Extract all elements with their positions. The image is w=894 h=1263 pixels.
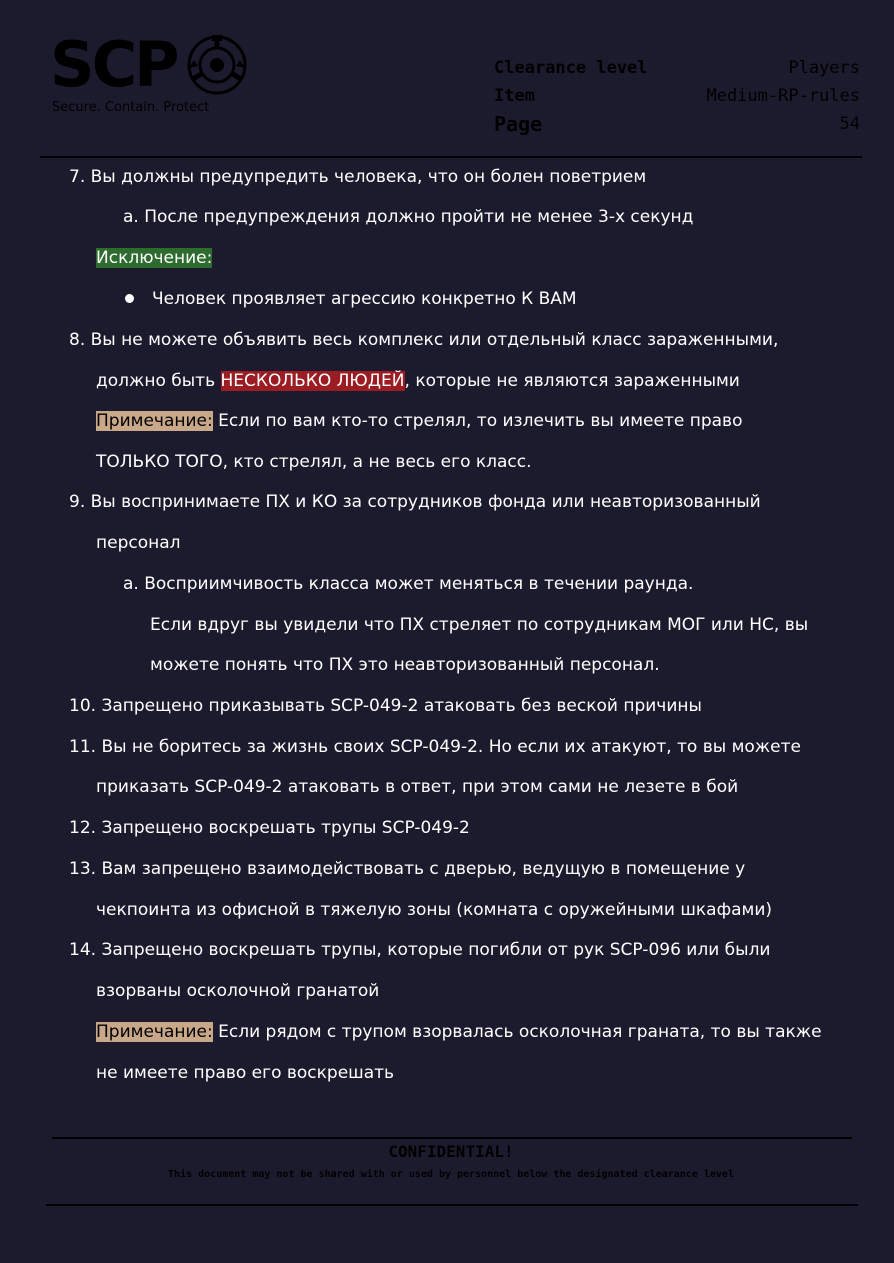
rule-8-cont	[96, 369, 740, 393]
rule-10: 10. Запрещено приказывать SCP-049-2 атаковать без веской причины	[69, 696, 702, 716]
item-row	[494, 82, 860, 110]
document-header	[0, 0, 894, 160]
header-divider	[40, 156, 862, 158]
rule-12: 12. Запрещено воскрешать трупы SCP-049-2	[69, 818, 470, 838]
scp-emblem-icon	[184, 32, 250, 98]
rule-14: 14. Запрещено воскрешать трупы, которые погибли от рук SCP-096 или были	[69, 940, 771, 960]
logo-tagline: Secure. Contain. Protect	[52, 100, 210, 115]
rule-13-cont: чекпоинта из офисной в тяжелую зоны (комната с оружейными шкафами)	[96, 900, 773, 920]
note-2-text: Если рядом с трупом взорвалась осколочная граната, то вы также	[212, 1022, 822, 1042]
rule-9a: a. Восприимчивость класса может меняться в течении раунда.	[123, 574, 694, 594]
rule-11: 11. Вы не боритесь за жизнь своих SCP-049-2. Но если их атакуют, то вы можете	[69, 737, 801, 757]
rule-8-cont-b: , которые не являются зараженными	[404, 371, 740, 391]
page-key: Page	[494, 112, 543, 136]
note-1-cont: ТОЛЬКО ТОГО, кто стрелял, а не весь его класс.	[96, 452, 532, 472]
page-row	[494, 110, 860, 138]
rule-8: 8. Вы не можете объявить весь комплекс или отдельный класс зараженными,	[69, 330, 779, 350]
rule-7: 7. Вы должны предупредить человека, что он болен поветрием	[69, 167, 647, 187]
several-people-highlight: НЕСКОЛЬКО ЛЮДЕЙ	[220, 371, 405, 391]
exception-item	[125, 287, 577, 311]
note-1-label: Примечание:	[96, 411, 213, 431]
page-number: 54	[839, 114, 860, 134]
exception-label	[96, 246, 212, 270]
note-2-label: Примечание:	[96, 1022, 213, 1042]
rule-9a-cont-2: можете понять что ПХ это неавторизованный персонал.	[150, 655, 660, 675]
exception-text: Человек проявляет агрессию конкретно К ВАМ	[152, 289, 577, 309]
rule-9: 9. Вы воспринимаете ПХ и КО за сотрудников фонда или неавторизованный	[69, 492, 761, 512]
scp-logo	[50, 30, 260, 120]
logo-text: SCP	[50, 28, 177, 101]
confidential-note: This document may not be shared with or used by personnel below the designated clearance level	[168, 1169, 734, 1180]
rule-9a-cont-1: Если вдруг вы увидели что ПХ стреляет по сотрудникам МОГ или НС, вы	[150, 615, 809, 635]
rule-13: 13. Вам запрещено взаимодействовать с дверью, ведущую в помещение у	[69, 859, 746, 879]
exception-highlight: Исключение:	[96, 248, 213, 268]
bullet-icon	[125, 294, 134, 303]
rule-14-cont: взорваны осколочной гранатой	[96, 981, 380, 1001]
item-value: Medium-RP-rules	[706, 86, 860, 106]
rule-11-cont: приказать SCP-049-2 атаковать в ответ, при этом сами не лезете в бой	[96, 777, 739, 797]
rule-9-cont: персонал	[96, 533, 181, 553]
clearance-key: Clearance level	[494, 58, 648, 78]
confidential-title: CONFIDENTIAL!	[388, 1142, 514, 1161]
rule-8-cont-a: должно быть	[96, 371, 221, 391]
rule-7a: a. После предупреждения должно пройти не менее 3-х секунд	[123, 207, 694, 227]
footer-divider-top	[52, 1137, 852, 1139]
item-key: Item	[494, 86, 535, 106]
note-2	[96, 1020, 822, 1044]
note-2-cont: не имеете право его воскрешать	[96, 1063, 395, 1083]
document-meta	[494, 54, 860, 138]
clearance-row	[494, 54, 860, 82]
note-1-text: Если по вам кто-то стрелял, то излечить вы имеете право	[212, 411, 743, 431]
note-1	[96, 409, 742, 433]
clearance-value: Players	[788, 58, 860, 78]
footer-divider-bottom	[46, 1204, 858, 1206]
